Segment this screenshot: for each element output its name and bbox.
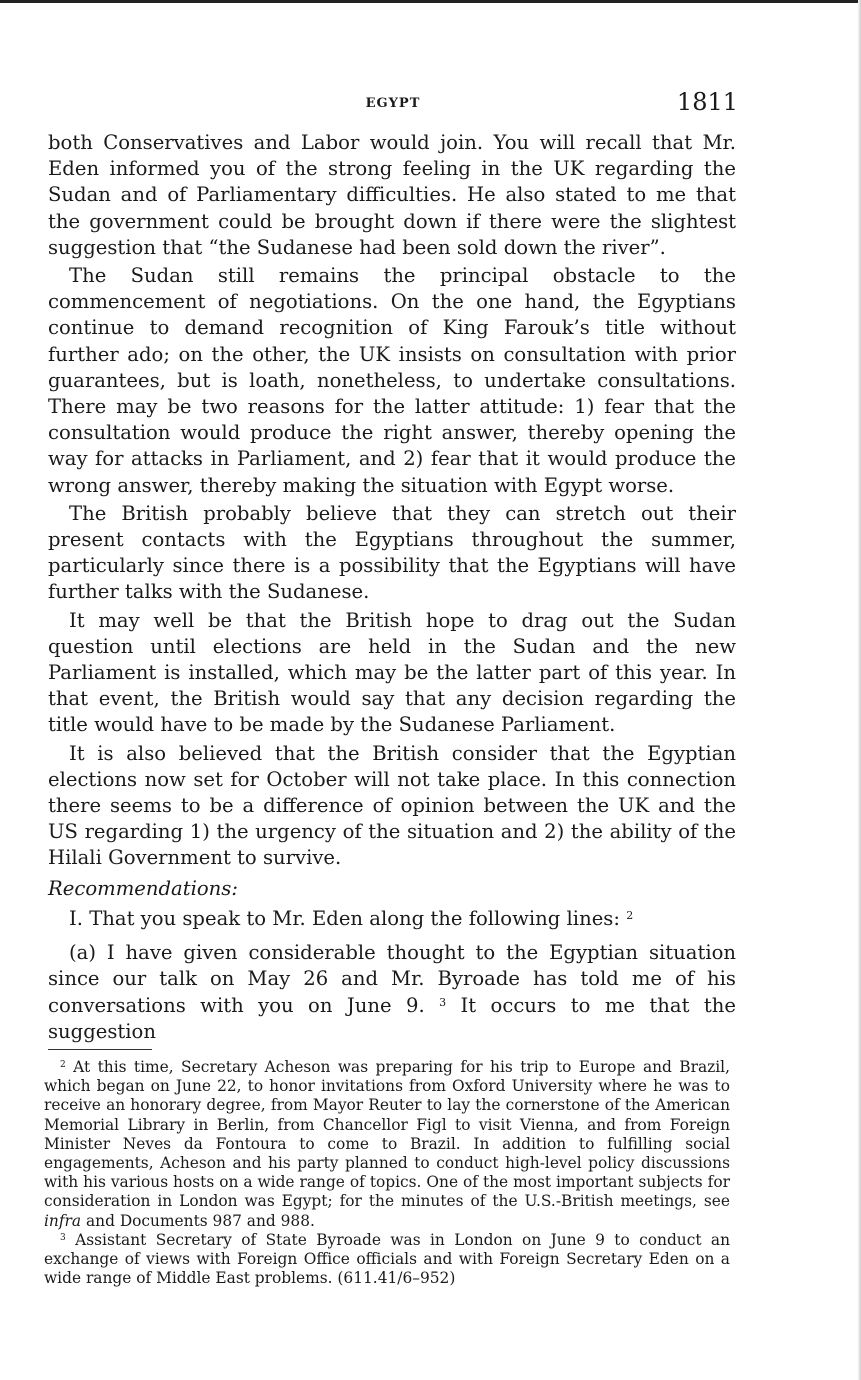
paragraph-5: It is also believed that the British consider that the Egyptian elections now set for October will not take place. In this connection there seems to be a difference of opinion between the UK and the US regarding 1) the urgency of the situation and 2) the ability of the Hilali Government to survive.	[48, 741, 736, 870]
paragraph-2: The Sudan still remains the principal obstacle to the commencement of negotiations. On the one hand, the Egyptians continue to demand recognition of King Farouk’s title without further ado; on the other, the UK insists on consultation with prior guarantees, but is loath, nonetheless, to undertake consultations. There may be two reasons for the latter attitude: 1) fear that the consultation would produce the right answer, thereby opening the way for attacks in Parliament, and 2) fear that it would produce the wrong answer, thereby making the situation with Egypt worse.	[48, 264, 736, 497]
page-number: 1811	[676, 88, 738, 116]
footnote-divider	[48, 1049, 152, 1050]
footnote-2-mark: 2	[60, 1060, 66, 1070]
footnote-3-text: Assistant Secretary of State Byroade was in London on June 9 to conduct an exchange of views with Foreign Office officials and with Foreign Secretary Eden on a wide range of Middle East problems. (611.41/6–952)	[44, 1230, 730, 1288]
footnote-ref-3: 3	[439, 995, 447, 1009]
footnote-3	[44, 1231, 730, 1289]
recommendation-item-1-text: I. That you speak to Mr. Eden along the following lines:	[69, 906, 620, 930]
recommendation-subitem-a	[48, 940, 736, 1045]
footnote-2-italic: infra	[44, 1211, 82, 1230]
paragraph-3: The British probably believe that they can stretch out their present contacts with the Egyptians throughout the summer, particularly since there is a possibility that the Egyptians will have further talks with the Sudanese.	[48, 501, 736, 604]
footnote-3-mark: 3	[60, 1232, 66, 1243]
paragraph-1: both Conservatives and Labor would join. You will recall that Mr. Eden informed you of the strong feeling in the UK regarding the Sudan and of Parliamentary difficulties. He also stated to me that the government could be brought down if there were the slightest suggestion that “the Sudanese had been sold down the river”.	[48, 131, 736, 259]
running-head: EGYPT	[365, 96, 421, 111]
paragraph-4: It may well be that the British hope to drag out the Sudan question until elections are held in the Sudan and the new Parliament is installed, which may be the latter part of this year. In that event, the British would say that any decision regarding the title would have to be made by the Sudanese Parliament.	[48, 608, 736, 737]
recommendations-heading: Recommendations:	[48, 876, 238, 900]
footnotes	[44, 1058, 730, 1288]
footnote-2-text-a: At this time, Secretary Acheson was preparing for his trip to Europe and Brazil, which began on June 22, to honor invitations from Oxford University where he was to receive an honorary degree, from Mayor Reuter to lay the cornerstone of the American Memorial Library in Berlin, from Chancellor Figl to visit Vienna, and from Foreign Minister Neves da Fontoura to come to Brazil. In addition to fulfilling social engagements, Acheson and his party planned to conduct high-level policy discussions with his various hosts on a wide range of topics. One of the most important subjects for consideration in London was Egypt; for the minutes of the U.S.-British meetings, see	[44, 1058, 730, 1211]
subitem-a-text-2: It occurs to me that the suggestion	[48, 993, 736, 1043]
recommendation-item-1	[48, 906, 736, 932]
body-text	[48, 130, 736, 1045]
page-header	[48, 88, 738, 120]
footnote-ref-2: 2	[626, 908, 634, 922]
footnote-2	[44, 1058, 730, 1231]
page-top-edge	[0, 0, 861, 3]
footnote-2-text-b: and Documents 987 and 988.	[85, 1211, 315, 1230]
subitem-a-text-1: (a) I have given considerable thought to the Egyptian situation since our talk on May 26 and Mr. Byroade has told me of his conversations with you on June 9.	[48, 941, 736, 1017]
